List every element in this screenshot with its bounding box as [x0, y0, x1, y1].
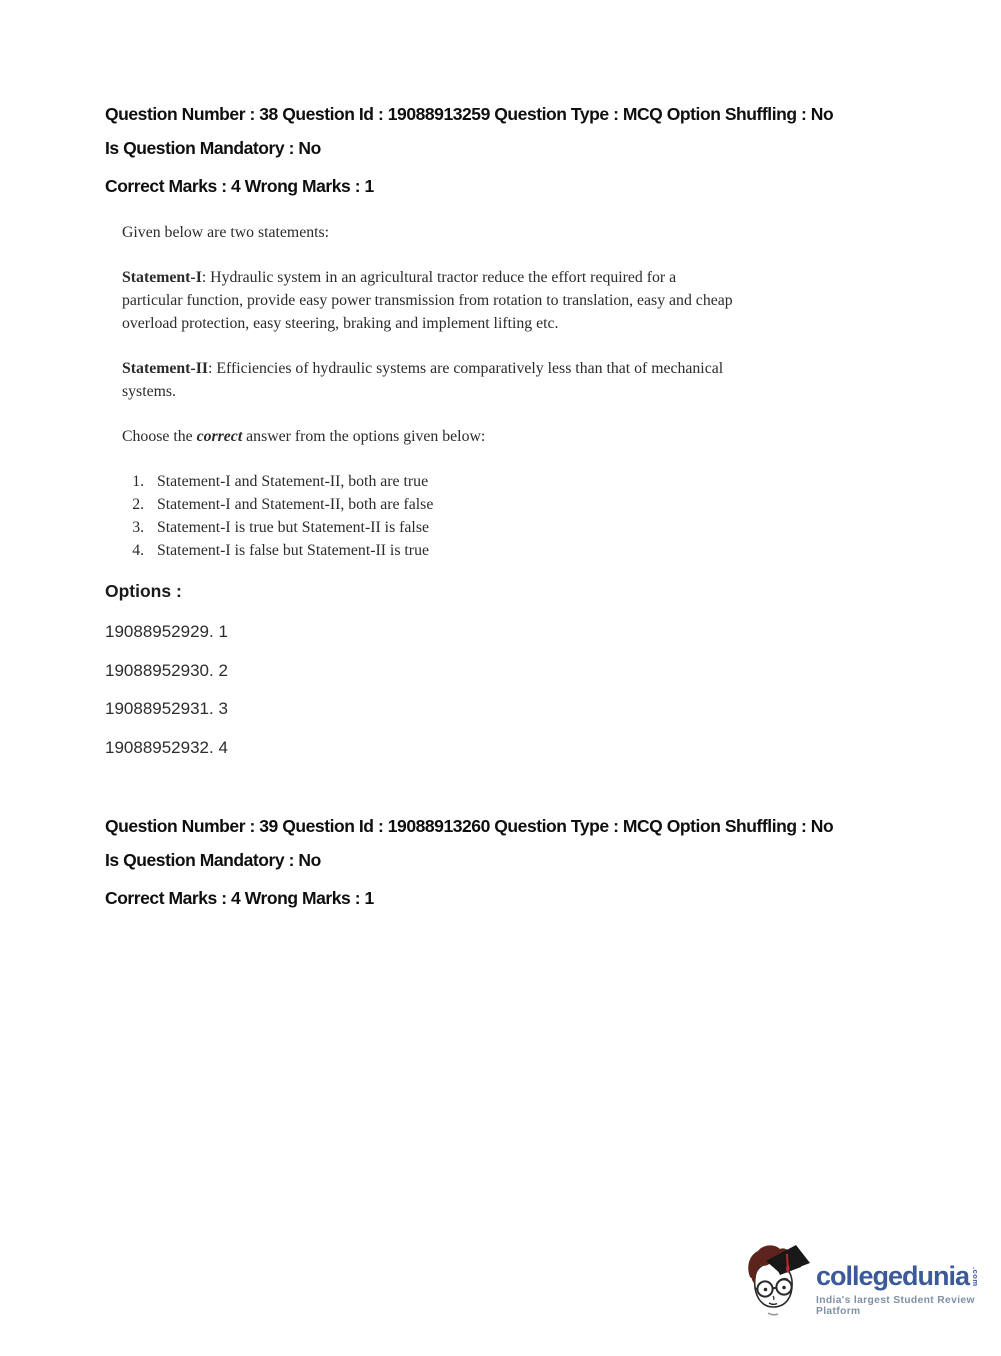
question-38-header-line: Question Number : 38 Question Id : 19088913259 Question Type : MCQ Option Shuffling : No	[105, 104, 834, 124]
options-label: Options :	[105, 581, 182, 601]
collegedunia-logo	[744, 1243, 1001, 1323]
statement-2-text: : Efficiencies of hydraulic systems are comparatively less than that of mechanical systems.	[122, 360, 724, 400]
statement-2	[122, 357, 734, 403]
option-id-4: 19088952932. 4	[105, 737, 228, 757]
statement-2-label: Statement-II	[122, 360, 208, 377]
statement-1	[122, 266, 734, 335]
answer-choice-4: 4. Statement-I is false but Statement-II is true	[148, 539, 734, 562]
option-id-2: 19088952930. 2	[105, 660, 228, 680]
statement-1-text: : Hydraulic system in an agricultural tractor reduce the effort required for a particular function, provide easy power transmission from rotation to translation, easy and cheap overload protection, easy steering, braking and implement lifting etc.	[122, 269, 733, 332]
option-id-1: 19088952929. 1	[105, 622, 228, 641]
brand-tagline: India's largest Student Review Platform	[816, 1295, 975, 1317]
answer-choice-3: 3. Statement-I is true but Statement-II is false	[148, 516, 734, 539]
brand-domain-suffix: .com	[971, 1267, 981, 1287]
question-39-marks-line: Correct Marks : 4 Wrong Marks : 1	[105, 888, 374, 908]
choose-emphasis: correct	[196, 428, 243, 445]
question-38-marks-line: Correct Marks : 4 Wrong Marks : 1	[105, 176, 374, 196]
question-38-mandatory-line: Is Question Mandatory : No	[105, 138, 321, 158]
choose-suffix: answer from the options given below:	[242, 428, 486, 445]
question-39-header-block	[105, 816, 905, 908]
question-39-header-line: Question Number : 39 Question Id : 19088913260 Question Type : MCQ Option Shuffling : No	[105, 816, 834, 836]
option-id-3: 19088952931. 3	[105, 699, 228, 718]
choose-prefix: Choose the	[122, 428, 197, 445]
collegedunia-mascot-icon	[744, 1243, 810, 1323]
question-38-body	[122, 221, 734, 562]
question-38-header-block	[105, 104, 905, 196]
question-39-mandatory-line: Is Question Mandatory : No	[105, 850, 321, 870]
brand-text-block	[816, 1249, 1001, 1317]
answer-choice-list	[148, 470, 734, 562]
answer-choice-1: 1. Statement-I and Statement-II, both are true	[148, 470, 734, 493]
brand-name: collegedunia	[816, 1261, 970, 1291]
statement-1-label: Statement-I	[122, 269, 202, 286]
answer-choice-2: 2. Statement-I and Statement-II, both are false	[148, 493, 734, 516]
options-section	[105, 581, 228, 776]
choose-answer-line	[122, 425, 734, 448]
question-intro-text: Given below are two statements:	[122, 224, 330, 241]
